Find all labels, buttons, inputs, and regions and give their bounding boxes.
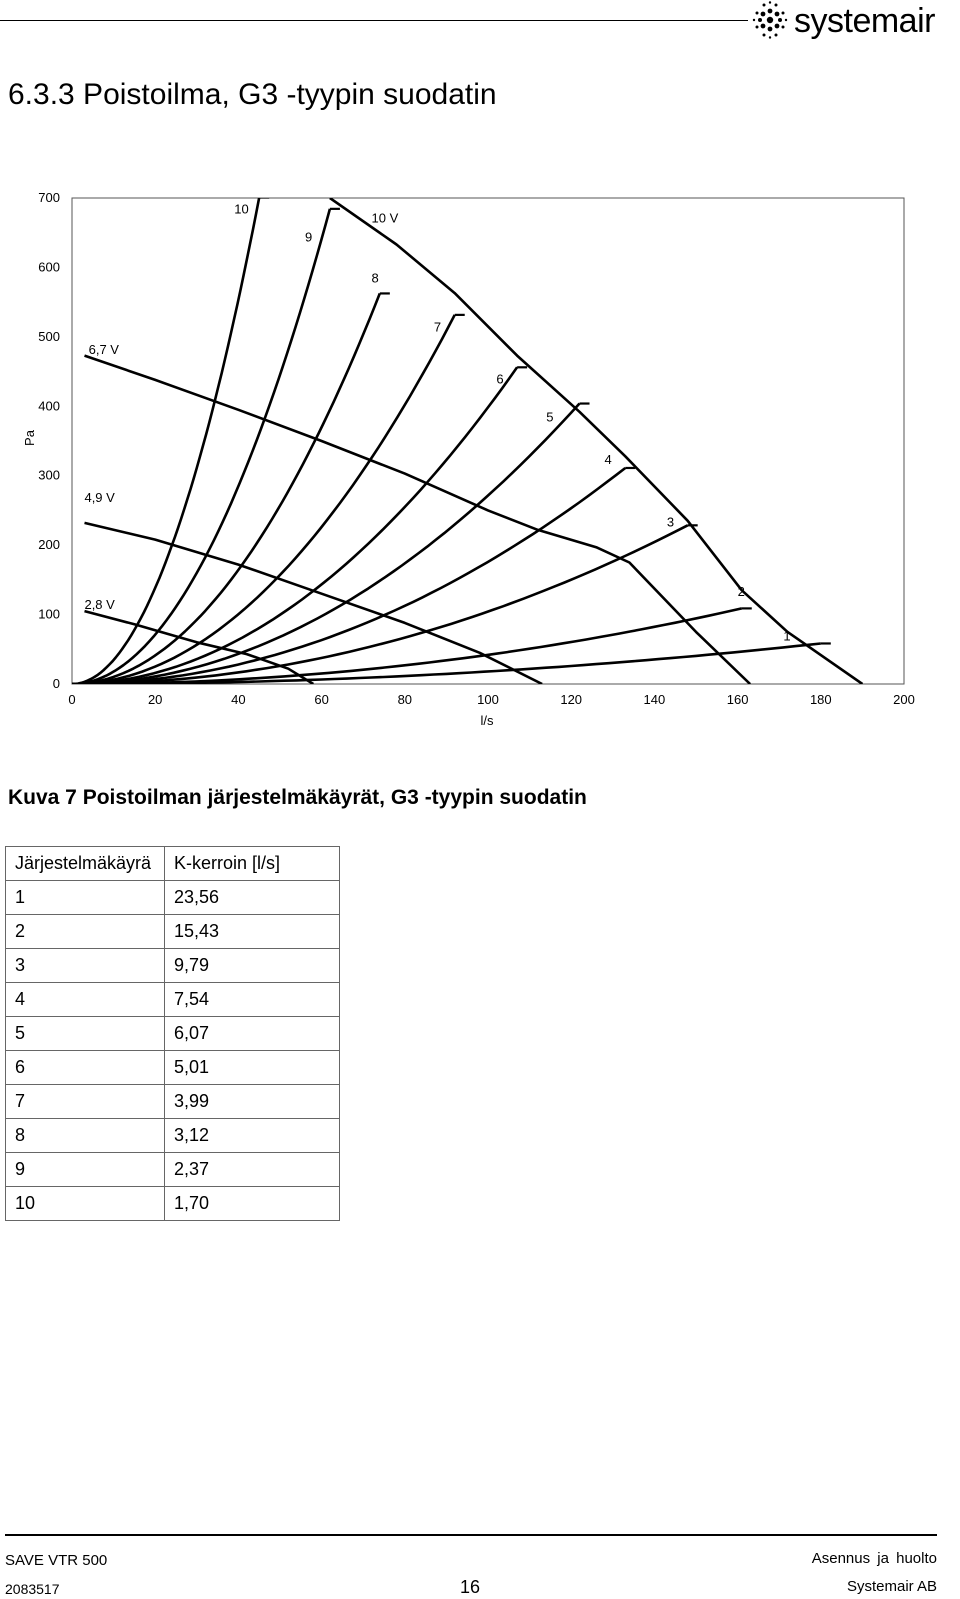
curve-label: 2: [737, 583, 745, 599]
logo-dots-icon: [752, 0, 792, 40]
x-tick-label: 0: [68, 692, 76, 707]
table-header-row: [6, 847, 340, 881]
k-value-cell: 9,79: [165, 949, 340, 983]
k-value-cell: 7,54: [165, 983, 340, 1017]
header-rule: [0, 20, 748, 21]
curve-label: 4: [604, 451, 612, 467]
x-axis-label: l/s: [480, 713, 494, 728]
y-tick-label: 600: [38, 259, 60, 275]
table-row: [6, 1085, 340, 1119]
x-tick-label: 180: [809, 692, 832, 707]
system-curve-9: [72, 209, 330, 684]
footer-company: Systemair AB: [846, 1578, 937, 1595]
y-tick-label: 500: [38, 328, 60, 344]
curve-label: 4,9 V: [84, 490, 115, 506]
curve-number-cell: 10: [6, 1187, 165, 1221]
curve-number-cell: 7: [6, 1085, 165, 1119]
x-tick-label: 100: [477, 692, 499, 707]
k-value-cell: 5,01: [165, 1051, 340, 1085]
curve-number-cell: 1: [6, 881, 165, 915]
curve-label: 1: [783, 628, 791, 644]
k-value-cell: 1,70: [165, 1187, 340, 1221]
table-header-curve: Järjestelmäkäyrä: [6, 847, 165, 881]
x-tick-label: 120: [560, 692, 583, 707]
page-title: 6.3.3 Poistoilma, G3 -tyypin suodatin: [8, 78, 497, 111]
table-row: [6, 949, 340, 983]
curve-label: 6: [496, 371, 504, 387]
table-row: [6, 1119, 340, 1153]
x-tick-label: 60: [314, 692, 329, 707]
k-value-cell: 6,07: [165, 1017, 340, 1051]
y-tick-label: 300: [38, 467, 60, 483]
footer-model: SAVE VTR 500: [5, 1552, 108, 1569]
footer-page-number: 16: [460, 1577, 481, 1597]
system-curve-6: [72, 367, 517, 684]
curve-number-cell: 2: [6, 915, 165, 949]
curve-number-cell: 6: [6, 1051, 165, 1085]
k-value-cell: 3,99: [165, 1085, 340, 1119]
k-value-cell: 15,43: [165, 915, 340, 949]
curve-label: 6,7 V: [88, 342, 119, 358]
fan-curve: [330, 198, 863, 684]
system-curve-chart: [0, 180, 960, 750]
curve-label: 5: [546, 409, 554, 425]
table-row: [6, 1187, 340, 1221]
curve-number-cell: 8: [6, 1119, 165, 1153]
curve-label: 3: [666, 514, 675, 530]
y-tick-label: 100: [38, 606, 60, 622]
curve-label: 2,8 V: [84, 597, 115, 613]
table-row: [6, 983, 340, 1017]
curve-label: 7: [433, 319, 442, 335]
table-header-k: K-kerroin [l/s]: [165, 847, 340, 881]
curve-number-cell: 5: [6, 1017, 165, 1051]
table-row: [6, 915, 340, 949]
figure-caption: Kuva 7 Poistoilman järjestelmäkäyrät, G3 -tyypin suodatin: [8, 786, 587, 809]
x-tick-label: 40: [231, 692, 246, 707]
footer-doc-number: 2083517: [5, 1581, 60, 1597]
table-row: [6, 1051, 340, 1085]
x-tick-label: 20: [147, 692, 163, 707]
y-axis-label: Pa: [22, 430, 37, 446]
y-tick-label: 400: [38, 398, 60, 414]
x-tick-label: 200: [893, 692, 915, 707]
k-factor-table: [5, 846, 340, 1221]
y-tick-label: 700: [38, 190, 60, 205]
k-value-cell: 2,37: [165, 1153, 340, 1187]
x-tick-label: 80: [397, 692, 413, 707]
k-value-cell: 3,12: [165, 1119, 340, 1153]
curve-label: 8: [371, 270, 379, 286]
systemair-logo: [752, 0, 952, 44]
system-curve-3: [72, 525, 688, 684]
y-tick-label: 200: [38, 537, 60, 553]
table-row: [6, 881, 340, 915]
x-tick-label: 160: [726, 692, 749, 707]
y-tick-label: 0: [52, 676, 60, 691]
brand-name: systemair: [794, 2, 935, 40]
curve-label: 10 V: [371, 210, 399, 226]
footer-section: Asennus ja huolto: [811, 1550, 937, 1567]
k-value-cell: 23,56: [165, 881, 340, 915]
curve-number-cell: 9: [6, 1153, 165, 1187]
curve-label: 9: [304, 229, 313, 245]
curve-number-cell: 4: [6, 983, 165, 1017]
curve-number-cell: 3: [6, 949, 165, 983]
x-tick-label: 140: [643, 692, 666, 707]
table-row: [6, 1153, 340, 1187]
curve-label: 10: [234, 201, 249, 217]
table-row: [6, 1017, 340, 1051]
footer-rule: [5, 1534, 937, 1536]
